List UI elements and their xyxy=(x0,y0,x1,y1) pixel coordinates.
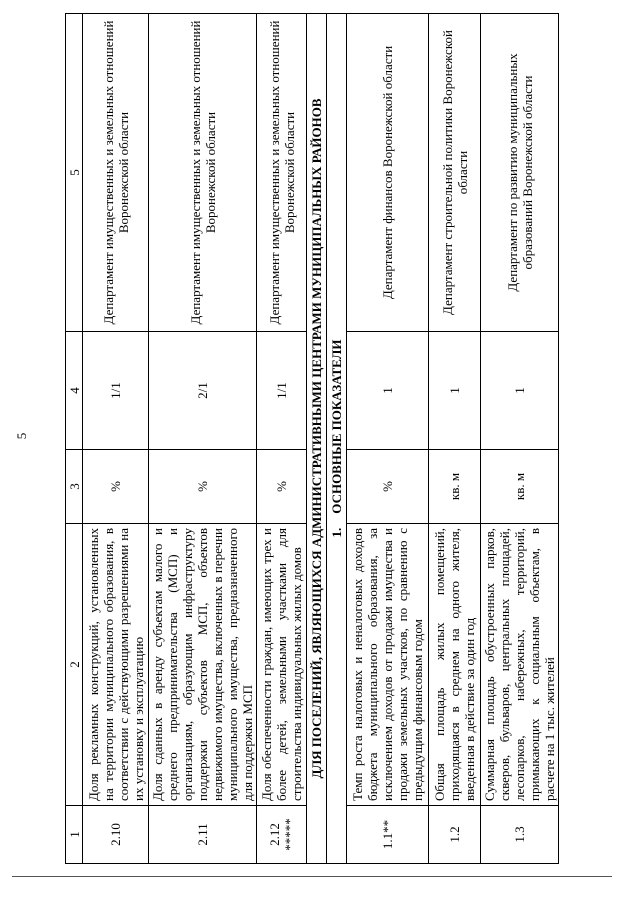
bottom-rule xyxy=(12,876,612,877)
unit: кв. м xyxy=(429,450,481,524)
section-title: ДЛЯ ПОСЕЛЕНИЙ, ЯВЛЯЮЩИХСЯ АДМИНИСТРАТИВНЫМИ ЦЕНТРАМИ МУНИЦИПАЛЬНЫХ РАЙОНОВ xyxy=(307,14,327,864)
unit: % xyxy=(149,450,257,524)
value: 1/1 xyxy=(257,332,307,450)
indicator-text: Доля обеспеченности граждан, имеющих трех и более детей, земельными участками для строительства индивидуальных жилых домов xyxy=(257,524,307,806)
header-col-4: 4 xyxy=(66,332,83,450)
table-row xyxy=(149,14,257,864)
subsection-title: ОСНОВНЫЕ ПОКАЗАТЕЛИ xyxy=(329,339,344,514)
header-col-2: 2 xyxy=(66,524,83,806)
page-number: 5 xyxy=(14,432,29,440)
row-number: 2.11 xyxy=(149,806,257,864)
row-number: 1.1** xyxy=(347,806,429,864)
row-number: 1.3 xyxy=(481,806,559,864)
department: Департамент имущественных и земельных отношений Воронежской области xyxy=(257,14,307,332)
indicator-text: Темп роста налоговых и неналоговых доходов бюджета муниципального образования, за исключением доходов от продажи имущества и продажи земельных участков, по сравнению с предыдущим финансовым годом xyxy=(347,524,429,806)
header-col-3: 3 xyxy=(66,450,83,524)
indicators-table xyxy=(65,13,559,864)
table-row xyxy=(429,14,481,864)
table-row xyxy=(481,14,559,864)
subsection-heading xyxy=(327,14,347,864)
indicator-text: Доля сданных в аренду субъектам малого и среднего предпринимательства (МСП) и организациям, образующим инфраструктуру поддержки субъектов МСП, объектов недвижимого имущества, включенных в перечни муниципального имущества, предназначенного для поддержки МСП xyxy=(149,524,257,806)
header-col-1: 1 xyxy=(66,806,83,864)
value: 1 xyxy=(481,332,559,450)
department: Департамент по развитию муниципальных образований Воронежской области xyxy=(481,14,559,332)
indicator-text: Доля рекламных конструкций, установленных на территории муниципального образования, в соответствии с действующими разрешениями на их установку и эксплуатацию xyxy=(83,524,149,806)
rotated-page xyxy=(65,14,625,864)
unit: % xyxy=(257,450,307,524)
rotated-content xyxy=(65,14,625,864)
table-header-row xyxy=(66,14,83,864)
table-row xyxy=(83,14,149,864)
row-number: 1.2 xyxy=(429,806,481,864)
section-row xyxy=(307,14,327,864)
department: Департамент строительной политики Воронежской области xyxy=(429,14,481,332)
header-col-5: 5 xyxy=(66,14,83,332)
value: 2/1 xyxy=(149,332,257,450)
subsection-row xyxy=(327,14,347,864)
row-number: 2.12 ***** xyxy=(257,806,307,864)
row-number: 2.10 xyxy=(83,806,149,864)
department: Департамент имущественных и земельных отношений Воронежской области xyxy=(149,14,257,332)
unit: кв. м xyxy=(481,450,559,524)
table-row xyxy=(257,14,307,864)
indicator-text: Суммарная площадь обустроенных парков, скверов, бульваров, центральных площадей, лесопарков, набережных, территорий, примыкающих к социальным объектам, в расчете на 1 тыс. жителей xyxy=(481,524,559,806)
department: Департамент имущественных и земельных отношений Воронежской области xyxy=(83,14,149,332)
unit: % xyxy=(347,450,429,524)
value: 1 xyxy=(429,332,481,450)
subsection-number: 1. xyxy=(329,527,344,538)
indicator-text: Общая площадь жилых помещений, приходящаяся в среднем на одного жителя, введенная в действие за один год xyxy=(429,524,481,806)
value: 1/1 xyxy=(83,332,149,450)
table-row xyxy=(347,14,429,864)
unit: % xyxy=(83,450,149,524)
value: 1 xyxy=(347,332,429,450)
department: Департамент финансов Воронежской области xyxy=(347,14,429,332)
